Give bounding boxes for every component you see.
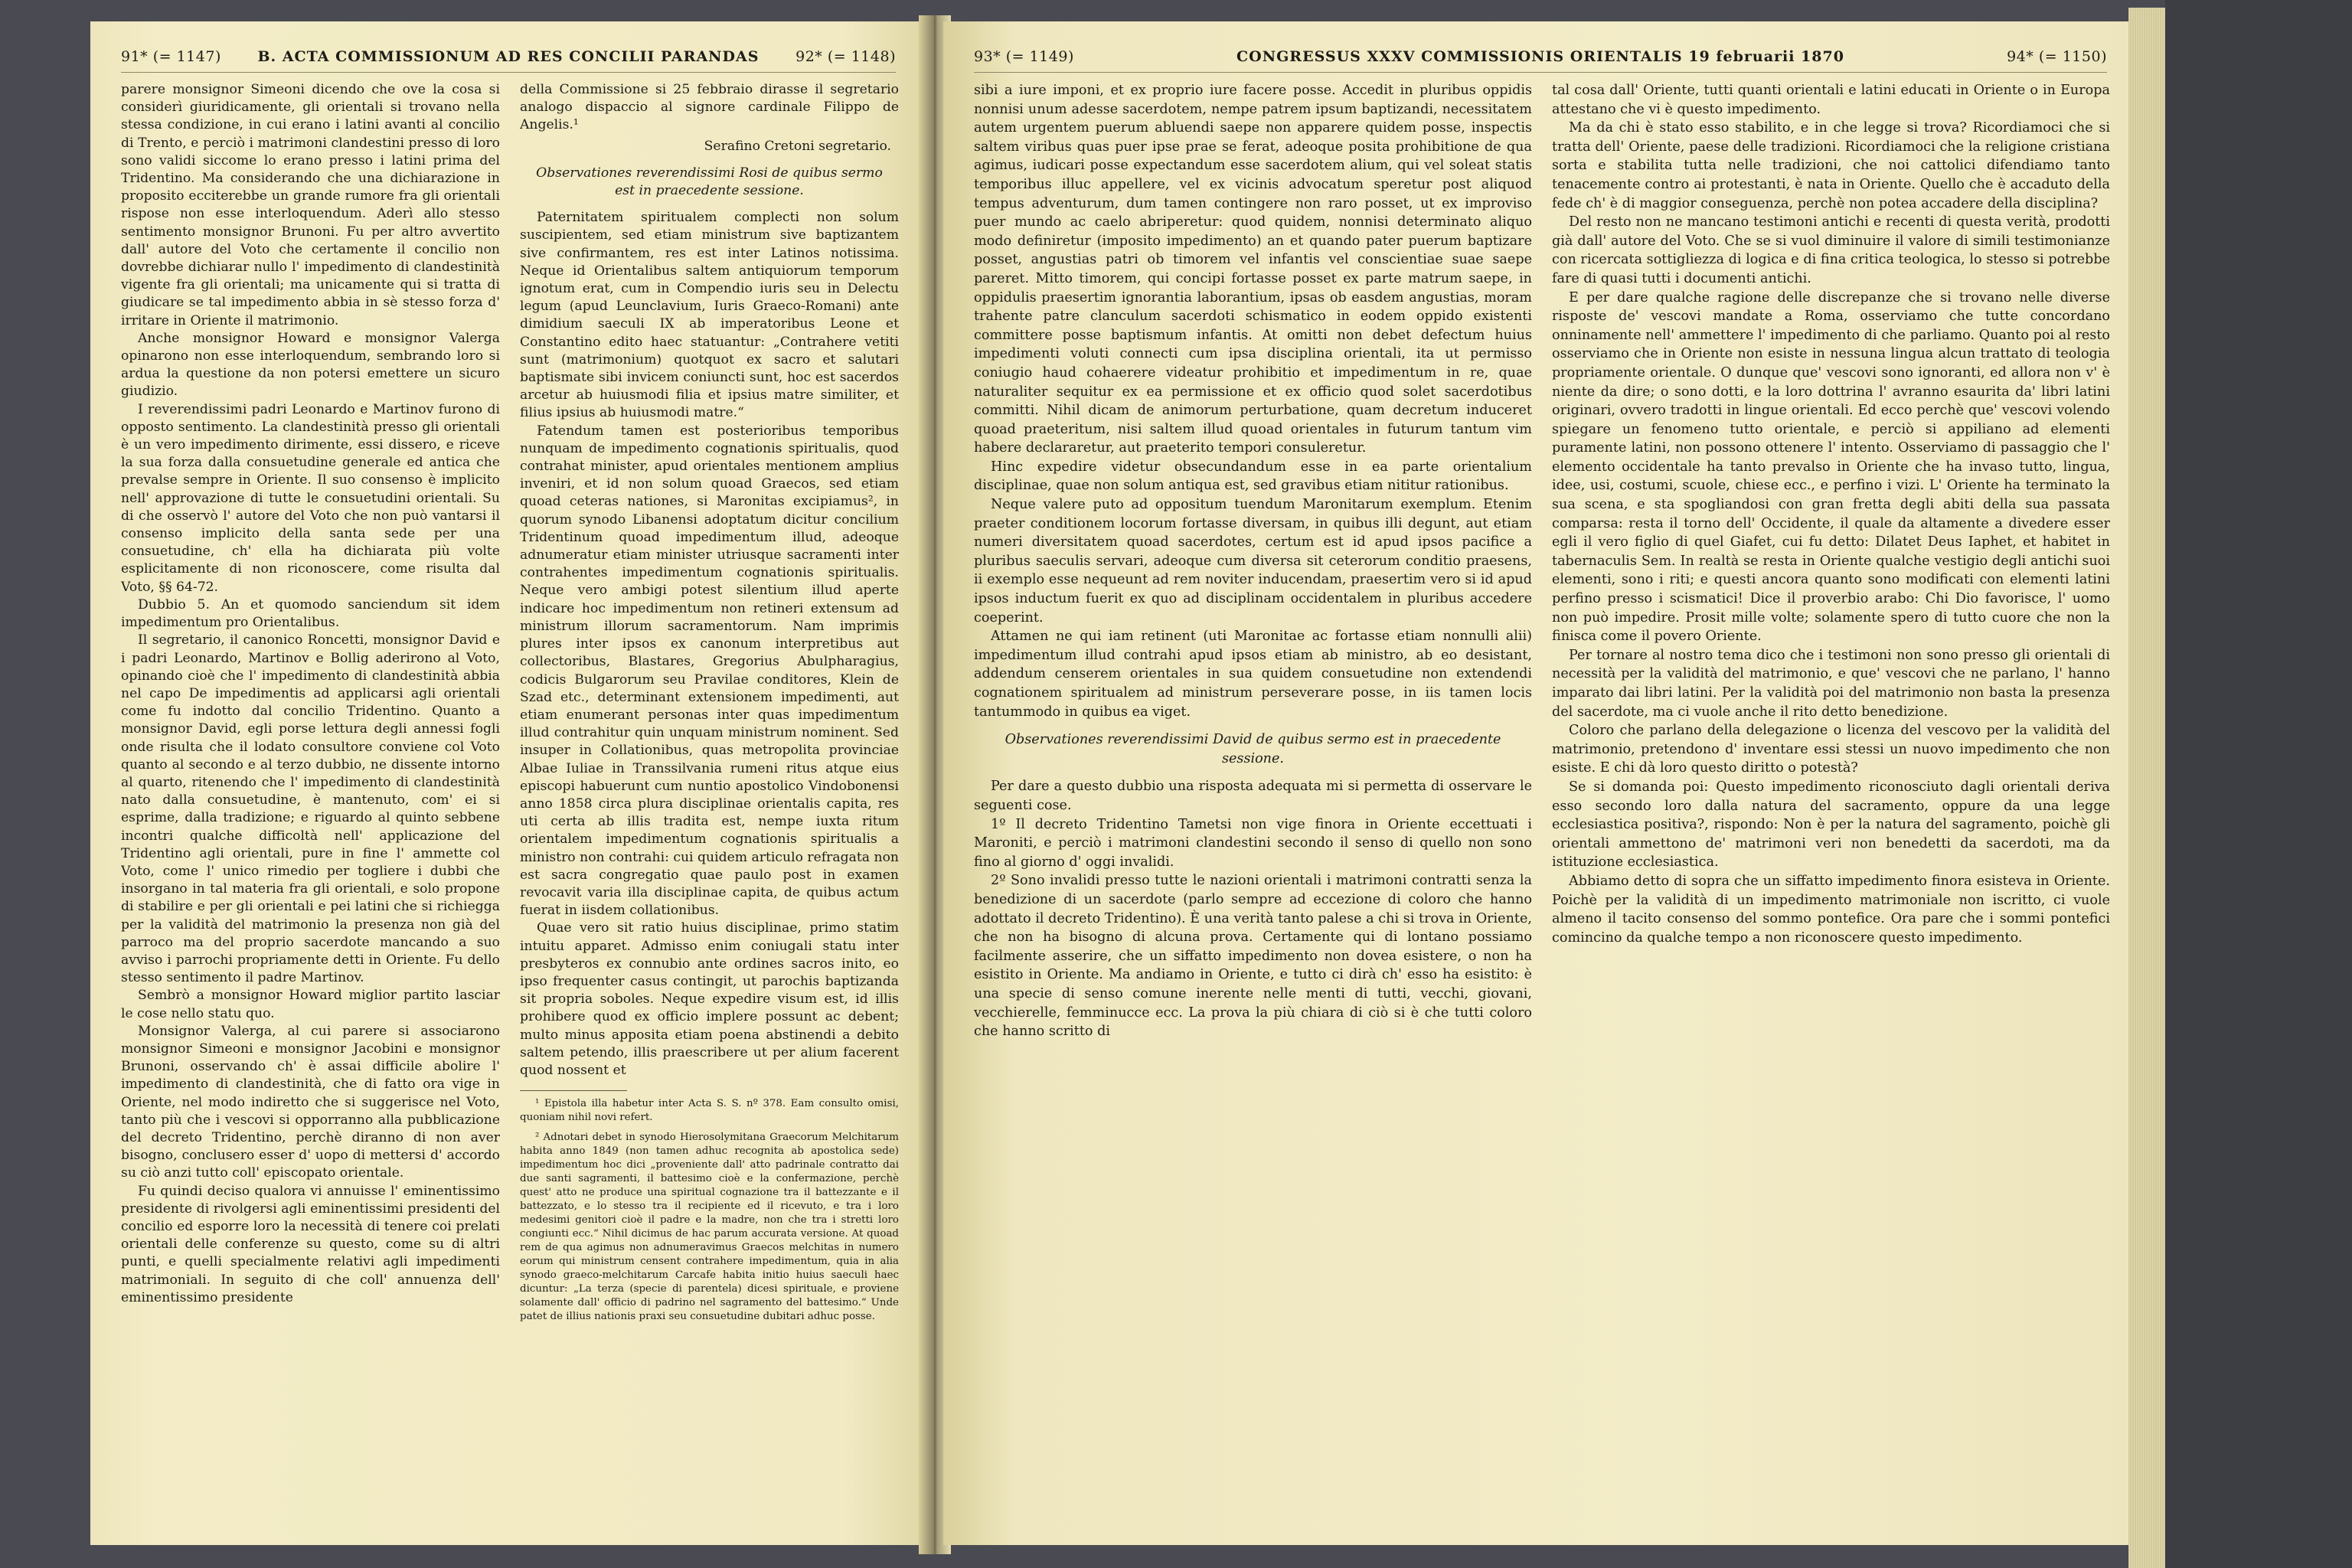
paragraph: tal cosa dall' Oriente, tutti quanti orientali e latini educati in Oriente o in Europa attestano che vi è questo impedimento.: [1552, 83, 2110, 117]
right-folio-2: 94* (= 1150): [2007, 48, 2107, 65]
page-edges: [2128, 8, 2165, 1568]
left-page: [90, 21, 926, 1545]
left-folio-2: 92* (= 1148): [795, 48, 896, 65]
left-page-header: [121, 41, 896, 73]
paragraph: E per dare qualche ragione delle discrepanze che si trovano nelle diverse risposte de' vescovi mandate a Roma, osserviamo che tutte concordano onninamente nell' ammettere l' impedimento di che parliamo. Quanto poi al resto osserviamo che in Oriente non esiste in nessuna lingua alcun trattato di teologia propriamente orientale. O dunque que' vescovi sono ignoranti, ed allora non v' è niente da dire; o sono dotti, e la loro dottrina l' avranno esaurita da' libri latini originari, ovvero tradotti in lingue orientali. Ed ecco perchè que' vescovi volendo spiegare un fenomeno tutto orientale, e perciò si appiliano ad elementi puramente latini, non possono ottenere l' intento. Osserviamo di passaggio che l' elemento occidentale ha tanto prevalso in Oriente che ha invaso tutto, lingua, idee, usi, costumi, scuole, chiese ecc., e perfino i vizi. L' Oriente ha terminato la sua scena, e sta spogliandosi con gran fretta degli abiti della sua passata comparsa: resta il torno dell' Occidente, il quale da altamente a divedere esser egli il vero figlio di quel Giafet, cui fu detto: Dilatet Deus Iaphet, et habitet in tabernaculis Sem. In realtà se resta in Oriente qualche vestigio degli antichi suoi elementi, sono i riti; e questi ancora quanto sono modificati con elementi latini perfino presso i scismatici! Dice il proverbio arabo: Chi Dio favorisce, l' uomo non può impedire. Prosit mille volte; solamente spero di tutto cuore che non la finisca come il povero Oriente.: [1552, 289, 2110, 645]
right-page: [943, 21, 2138, 1545]
paragraph: Dubbio 5. An et quomodo sanciendum sit idem impedimentum pro Orientalibus.: [121, 596, 500, 631]
background: [2165, 0, 2352, 1568]
left-running-title: B. ACTA COMMISSIONUM AD RES CONCILII PARANDAS: [257, 48, 760, 65]
left-folio: 91* (= 1147): [121, 48, 221, 65]
paragraph: Coloro che parlano della delegazione o licenza del vescovo per la validità del matrimonio, pretendono d' inventare essi stessi un nuovo impedimento che non esiste. E chi dà loro questo diritto o potestà?: [1552, 723, 2110, 776]
paragraph: 2º Sono invalidi presso tutte le nazioni orientali i matrimoni contratti senza la benedizione di un sacerdote (parlo sempre ad eccezione di coloro che hanno adottato il decreto Tridentino). È una verità tanto palese a chi si trova in Oriente, che non ha bisogno di alcuna prova. Certamente qui di lontano possiamo facilmente asserire, che un siffatto impedimento non dovea esistere, o non ha esistito in Oriente. Ma andiamo in Oriente, e tutto ci dirà ch' esso ha esistito: è una specie di senso comune inerente nelle menti di tutti, vecchi, giovani, vecchierelle, femminucce ecc. La prova la più chiara di ciò si è che tutti coloro che hanno scritto di: [974, 873, 1532, 1040]
section-heading: Observationes reverendissimi David de quibus sermo est in praecedente sessione.: [1004, 732, 1501, 766]
footnote: ¹ Epistola illa habetur inter Acta S. S. nº 378. Eam consulto omisi, quoniam nihil novi refert.: [520, 1098, 899, 1124]
paragraph: Fatendum tamen est posterioribus temporibus nunquam de impedimento cognationis spiritualis, quod contrahat minister, apud orientales mentionem amplius inveniri, et id non solum quoad Graecos, sed etiam quoad ceteras nationes, si Maronitas excipiamus², in quorum synodo Libanensi adoptatum dicitur concilium Tridentinum quoad impedimentum illud, adeoque adnumeratur etiam minister utriusque sacramenti inter contrahentes impedimentum cognationis spiritualis. Neque vero ambigi potest silentium illud aperte indicare hoc impedimentum non retineri extensum ad ministrum illorum sacramentorum. Nam imprimis plures inter ipsos ex canonum interpretibus aut collectoribus, Blastares, Gregorius Abulpharagius, codicis Bulgarorum seu Pravilae conditores, Klein de Szad etc., determinant extensionem impedimenti, aut etiam enumerant personas inter quas impedimentum illud contrahitur quin unquam ministrum nominent. Sed insuper in Collationibus, quas metropolita provinciae Albae Iuliae in Transsilvania rumeni ritus atque eius episcopi habuerunt cum nuntio apostolico Vindobonensi anno 1858 circa plura disciplinae orientalis capita, res uti certa ab illis tradita est, nempe iuxta ritum orientalem impedimentum cognationis spiritualis a ministro non contrahi: cui quidem articulo refragata non est sacra congregatio quae paulo post in examen revocavit varia illa disciplinae capita, de quibus actum fuerat in iisdem collationibus.: [520, 423, 899, 919]
right-page-header: [974, 41, 2107, 73]
paragraph: Per tornare al nostro tema dico che i testimoni non sono presso gli orientali di necessità per la validità del matrimonio, e que' vescovi che ne parlano, l' hanno imparato dai libri latini. Per la validità poi del matrimonio non basta la presenza del sacerdote, ma ci vuole anche il rito detto benedizione.: [1552, 647, 2110, 720]
paragraph: Neque valere puto ad oppositum tuendum Maronitarum exemplum. Etenim praeter conditionem locorum fortasse diversam, in quibus illi degunt, aut etiam numeri diversitatem quoad sacerdotes, certum est id apud ipsos pacifice a pluribus saeculis servari, adeoque cum diversa sit ceterorum conditio praesens, ii exemplo esse nequeunt ad rem noviter inducendam, praesertim vero si id apud ipsos inductum fuerit ex quo ad disciplinam occidentalem in pluribus accedere coeperint.: [974, 497, 1532, 626]
paragraph: parere monsignor Simeoni dicendo che ove la cosa si considerì giuridicamente, gli orientali si trovano nella stessa condizione, in cui erano i latini avanti al concilio di Trento, e perciò i matrimoni clandestini presso di loro sono validi siccome lo erano presso i latini prima del Tridentino. Ma considerando che una dichiarazione in proposito ecciterebbe un grande rumore fra gli orientali rispose non esse interloquendum. Aderì allo stesso sentimento monsignor Brunoni. Fu per altro avvertito dall' autore del Voto che certamente il concilio non dovrebbe dichiarar nullo l' impedimento di clandestinità vigente fra gli orientali; ma unicamente qui si tratta di giudicare se tal impedimento abbia in sè stesso forza d' irritare in Oriente il matrimonio.: [121, 82, 500, 328]
paragraph: Abbiamo detto di sopra che un siffatto impedimento finora esisteva in Oriente. Poichè per la validità di un impedimento matrimoniale non iscritto, ci vuole almeno il tacito consenso del sommo pontefice. Ora pare che i sommi pontefici comincino da qualche tempo a non riconoscere questo impedimento.: [1552, 873, 2110, 946]
section-heading: Observationes reverendissimi Rosi de quibus sermo est in praecedente sessione.: [536, 165, 883, 199]
right-column-2: [1552, 81, 2110, 1522]
paragraph: Attamen ne qui iam retinent (uti Maronitae ac fortasse etiam nonnulli alii) impedimentum illud contrahi apud ipsos etiam ab ministro, ab eo desistant, addendum censerem orientales in sua quidem consuetudine non extendendi cognationem spiritualem ad ministrum perseverare posse, in iis tamen locis tantummodo in quibus ea viget.: [974, 629, 1532, 720]
paragraph: Del resto non ne mancano testimoni antichi e recenti di questa verità, prodotti già dall' autore del Voto. Che se si vuol diminuire il valore di simili testimonianze con ricercata sottigliezza di logica e di fina critica teologica, lo stesso si potrebbe fare di quasi tutti i documenti antichi.: [1552, 214, 2110, 286]
signature: Serafino Cretoni segretario.: [704, 138, 891, 154]
left-columns: [121, 81, 899, 1522]
paragraph: Paternitatem spiritualem complecti non solum suscipientem, sed etiam ministrum sive baptizantem sive confirmantem, res est inter Latinos notissima. Neque id Orientalibus saltem antiquiorum temporum ignotum erat, cum in Compendio iuris seu in Delectu legum (apud Leunclavium, Iuris Graeco-Romani) ante dimidium saeculi IX ab imperatoribus Leone et Constantino edito haec statuantur: „Contrahere vetiti sunt (matrimonium) quotquot ex sacro et salutari baptismate sibi invicem coniuncti sunt, hoc est sacerdos arcetur ab huiusmodi filia et ipsius matre similiter, et filius ipsius ab huiusmodi matre.“: [520, 210, 899, 421]
paragraph: 1º Il decreto Tridentino Tametsi non vige finora in Oriente eccettuati i Maroniti, e perciò i matrimoni clandestini secondo il senso di quello non sono fino al giorno d' oggi invalidi.: [974, 816, 1532, 870]
right-column-1: [974, 81, 1532, 1522]
paragraph: della Commissione si 25 febbraio dirasse il segretario analogo dispaccio al signore cardinale Filippo de Angelis.¹: [520, 82, 899, 133]
paragraph: Monsignor Valerga, al cui parere si associarono monsignor Simeoni e monsignor Jacobini e monsignor Brunoni, osservando ch' è assai difficile abolire l' impedimento di clandestinità, che di fatto ora vige in Oriente, nel modo indiretto che si suggerisce nel Voto, tanto più che i vescovi si opporranno alla pubblicazione del decreto Tridentino, perchè diranno di non aver bisogno, conclusero esser d' uopo di mettersi d' accordo su ciò anzi tutto coll' episcopato orientale.: [121, 1023, 500, 1181]
paragraph: Sembrò a monsignor Howard miglior partito lasciar le cose nello statu quo.: [121, 988, 500, 1021]
paragraph: I reverendissimi padri Leonardo e Martinov furono di opposto sentimento. La clandestinità presso gli orientali è un vero impedimento dirimente, essi dissero, e riceve la sua forza dalla consuetudine generale ed antica che prevalse sempre in Oriente. Il suo consenso è implicito nell' approvazione di tutte le consuetudini orientali. Su di che osservò l' autore del Voto che non può vantarsi il consenso implicito della santa sede per una consuetudine, ch' ella ha dichiarata più volte esplicitamente di non riconoscere, come risulta dal Voto, §§ 64-72.: [121, 401, 500, 595]
left-column-1: [121, 81, 500, 1522]
footnote-rule: [520, 1090, 627, 1091]
right-running-title: CONGRESSUS XXXV COMMISSIONIS ORIENTALIS 19 februarii 1870: [1236, 48, 1844, 65]
paragraph: Per dare a questo dubbio una risposta adequata mi si permetta di osservare le seguenti cose.: [974, 779, 1532, 813]
left-column-2: [520, 81, 899, 1522]
paragraph: Anche monsignor Howard e monsignor Valerga opinarono non esse interloquendum, sembrando loro si ardua la questione da non potersi emettere un sicuro giudizio.: [121, 330, 500, 400]
paragraph: Fu quindi deciso qualora vi annuisse l' eminentissimo presidente di rivolgersi agli eminentissimi presidenti del concilio ed esporre loro la necessità di tenere coi prelati orientali delle conferenze su questo, come su di altri punti, e quelli specialmente relativi agli impedimenti matrimoniali. In seguito di che coll' annuenza dell' eminentissimo presidente: [121, 1183, 500, 1305]
footnote: ² Adnotari debet in synodo Hierosolymitana Graecorum Melchitarum habita anno 1849 (non tamen adhuc recognita ab apostolica sede) impedimentum hoc dici „proveniente dall' atto padrinale contratto dai due santi sagramenti, il battesimo cioè e la confermazione, perchè quest' atto ne produce una spiritual cognazione tra il battezzante e il battezzato, e lo stesso tra il recipiente ed il ricevuto, e tra i loro medesimi genitori cioè il padre e la madre, non che tra i stretti loro congiunti ecc.“ Nihil dicimus de hac parum accurata versione. At quoad rem de qua agimus non adnumeravimus Graecos melchitas in numero eorum qui ministrum censent contrahere impedimentum, quia in alia synodo graeco-melchitarum Carcafe habita initio huius saeculi haec dicuntur: „La terza (specie di parentela) dicesi spirituale, e proviene solamente dall' officio di padrino nel sagramento del battesimo.“ Unde patet de illius nationis praxi seu consuetudine dubitari adhuc posse.: [520, 1132, 899, 1323]
paragraph: Quae vero sit ratio huius disciplinae, primo statim intuitu apparet. Admisso enim coniugali statu inter presbyteros ex connubio ante ordines sacros inito, eo ipso frequenter casus contingit, ut parochis baptizanda sit propria soboles. Neque expedire visum est, id illis prohibere quod ex officio implere possunt ac debent; multo minus apposita etiam poena abstinendi a debito saltem petendo, illis praescribere ut per alium facerent quod nossent et: [520, 920, 899, 1078]
paragraph: Il segretario, il canonico Roncetti, monsignor David e i padri Leonardo, Martinov e Bollig aderirono al Voto, opinando cioè che l' impedimento di clandestinità abbia nel capo De impedimentis ad applicarsi agli orientali come fu indotto dal concilio Tridentino. Quanto a monsignor David, egli porse lettura degli annessi fogli onde risulta che il lodato consultore conviene col Voto quanto al secondo e al terzo dubbio, ne dissente intorno al quarto, ritenendo che l' impedimento di clandestinità nato dalla consuetudine, è mantenuto, com' ei si esprime, dalla tradizione; e riguardo al quinto sebbene incontri qualche difficoltà nell' applicazione del Tridentino agli orientali, pure in fine l' ammette col Voto, come l' unico rimedio per togliere i dubbi che insorgano in tal materia fra gli orientali, e solo propone di stabilire e per gli orientali e pei latini che si richiegga per la validità del matrimonio la presenza non già del parroco ma del proprio sacerdote mancando a suo avviso i parrochi propriamente detti in Oriente. Fu dello stesso sentimento il padre Martinov.: [121, 632, 500, 986]
right-folio: 93* (= 1149): [974, 48, 1074, 65]
paragraph: sibi a iure imponi, et ex proprio iure facere posse. Accedit in pluribus oppidis nonnisi unum adesse sacerdotem, nempe patrem ipsum baptizandi, necessitatem autem urgentem puerum abluendi saepe non apparere quidem posse, inspectis saltem viribus quas puer ipse prae se ferat, adeoque posita prohibitione de qua agimus, iudicari posse expectandum esse sacerdotem alium, qui vel soleat statis temporibus illuc appellere, vel ex vicinis advocatum speretur post aliquod tempus adventurum, dum tamen contingere non raro posset, ut ex improviso puer mundo ac caelo abriperetur: quod quidem, nonnisi determinato aliquo modo definiretur (imposito impedimento) an et quando pater puerum baptizare posset, angustias patri ob timorem vel infantis vel conscientiae suae saepe pareret. Mitto timorem, qui concipi fortasse posset ex parte matrum saepe, in oppidulis praesertim ignorantia laborantium, ipsas ob easdem angustias, moram trahente patre clanculum sacerdoti schismatico in eodem oppido existenti committere posse baptismum infantis. At omitti non debet defectum huius impedimenti voluti connecti cum ipsa disciplina orientali, ita ut permisso coniugio haud cohaerere videatur prohibitio et impedimentum in re, quae naturaliter sequitur ex ea permissione et ex officio quod solet sacerdotibus committi. Nihil dicam de animorum perturbatione, quam decretum induceret quoad praeteritum, nisi saltem illud quoad orientales in futurum tantum vim habere declararetur, aut praeterito tempori consuleretur.: [974, 83, 1532, 456]
right-columns: [974, 81, 2110, 1522]
paragraph: Hinc expedire videtur obsecundandum esse in ea parte orientalium disciplinae, quae non solum antiqua est, sed gravibus etiam nititur rationibus.: [974, 459, 1532, 494]
paragraph: Ma da chi è stato esso stabilito, e in che legge si trova? Ricordiamoci che si tratta dell' Oriente, paese delle tradizioni. Ricordiamoci che la religione cristiana sorta e stabilita tutta nelle tradizioni, che noi cattolici difendiamo tanto tenacemente contro ai protestanti, è nata in Oriente. Quello che è accaduto della fede ch' è di maggior conseguenza, perchè non potea accadere della disciplina?: [1552, 120, 2110, 211]
paragraph: Se si domanda poi: Questo impedimento riconosciuto dagli orientali deriva esso secondo loro dalla natura del sacramento, oppure da una legge ecclesiastica positiva?, rispondo: Non è per la natura del sagramento, poichè gli orientali ammettono de' matrimoni veri non benedetti da sacerdoti, ma da istituzione ecclesiastica.: [1552, 779, 2110, 871]
